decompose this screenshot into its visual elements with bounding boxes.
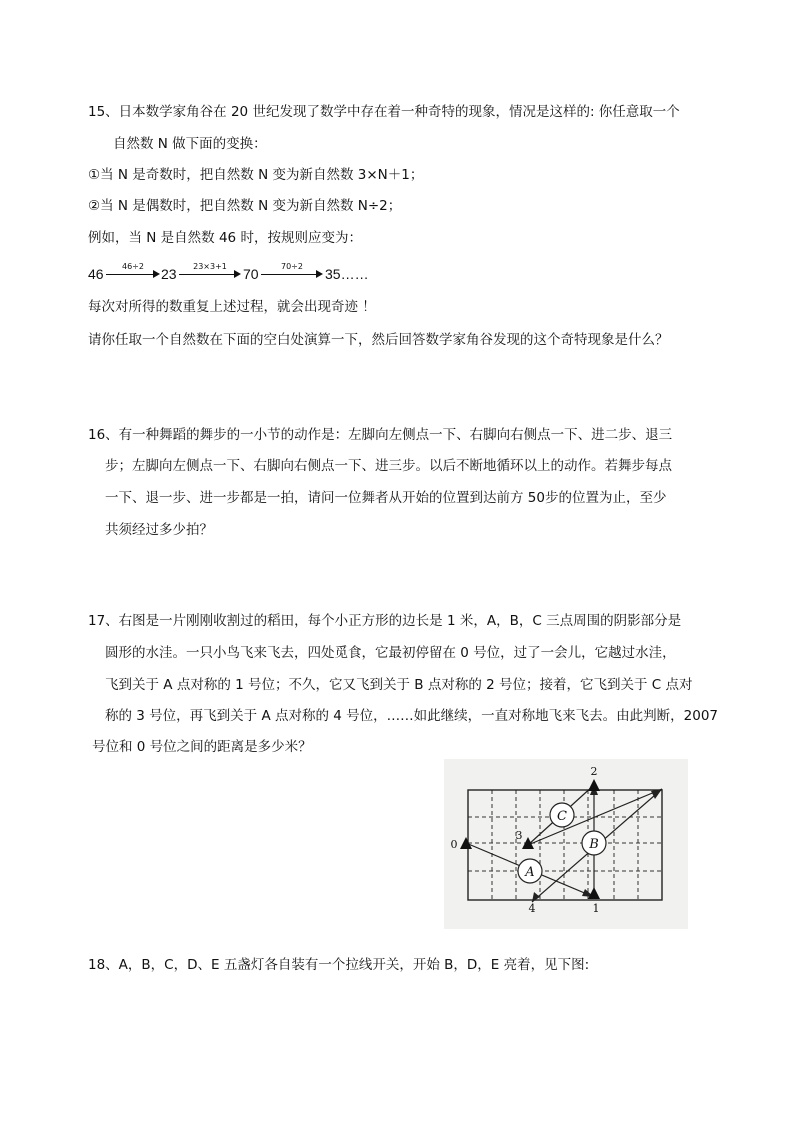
label-a: A bbox=[525, 865, 535, 880]
label-pos-1: 1 bbox=[592, 902, 600, 915]
q17-line-4: 称的 3 号位，再飞到关于 A 点对称的 4 号位，……如此继续，一直对称地飞来飞去。由此判断，2007 bbox=[105, 708, 719, 724]
seq-arrow-label-3: 70÷2 bbox=[281, 262, 303, 271]
q18-line-1: 18、A，B，C，D、E 五盏灯各自装有一个拉线开关，开始 B，D，E 亮着，见下图: bbox=[88, 957, 590, 973]
label-b: B bbox=[589, 837, 599, 852]
seq-number-46: 46 bbox=[88, 266, 104, 282]
q15-rule-odd: ①当 N 是奇数时，把自然数 N 变为新自然数 3×N＋1； bbox=[88, 167, 424, 183]
q15-line-1: 15、日本数学家角谷在 20 世纪发现了数学中存在着一种奇特的现象，情况是这样的: 你任意取一个 bbox=[88, 104, 680, 120]
q17-line-5: 号位和 0 号位之间的距离是多少米？ bbox=[92, 739, 312, 755]
seq-arrow-2 bbox=[179, 262, 241, 284]
label-pos-2: 2 bbox=[590, 765, 598, 778]
arrow-right-icon bbox=[153, 270, 160, 278]
q15-question: 请你任取一个自然数在下面的空白处演算一下，然后回答数学家角谷发现的这个奇特现象是什么？ bbox=[88, 332, 669, 348]
q15-rule-even: ②当 N 是偶数时，把自然数 N 变为新自然数 N÷2； bbox=[88, 198, 402, 214]
q16-line-3: 一下、退一步、进一步都是一拍，请问一位舞者从开始的位置到达前方 50步的位置为止，至少 bbox=[105, 490, 667, 506]
seq-number-35: 35…… bbox=[325, 266, 369, 282]
seq-arrow-3 bbox=[261, 262, 323, 284]
q16-line-4: 共须经过多少拍？ bbox=[105, 522, 213, 538]
q17-line-1: 17、右图是一片刚刚收割过的稻田，每个小正方形的边长是 1 米，A，B，C 三点周围的阴影部分是 bbox=[88, 613, 682, 629]
q16-line-2: 步；左脚向左侧点一下、右脚向右侧点一下、进三步。以后不断地循环以上的动作。若舞步每点 bbox=[105, 458, 672, 474]
q15-miracle: 每次对所得的数重复上述过程，就会出现奇迹 ！ bbox=[88, 299, 376, 315]
seq-number-23: 23 bbox=[161, 266, 177, 282]
seq-arrow-label-1: 46÷2 bbox=[122, 262, 144, 271]
arrow-right-icon bbox=[316, 270, 323, 278]
seq-number-70: 70 bbox=[243, 266, 259, 282]
q15-example: 例如，当 N 是自然数 46 时，按规则应变为： bbox=[88, 230, 362, 246]
q16-line-1: 16、有一种舞蹈的舞步的一小节的动作是：左脚向左侧点一下、右脚向右侧点一下、进二步、退三 bbox=[88, 427, 673, 443]
label-pos-0: 0 bbox=[450, 838, 458, 851]
arrow-right-icon bbox=[234, 270, 241, 278]
grid-diagram bbox=[444, 759, 688, 929]
label-c: C bbox=[557, 809, 567, 824]
label-pos-4: 4 bbox=[528, 902, 536, 915]
q15-line-2: 自然数 N 做下面的变换： bbox=[113, 136, 267, 152]
label-pos-3: 3 bbox=[515, 829, 523, 842]
seq-arrow-label-2: 23×3+1 bbox=[193, 262, 227, 271]
q17-line-2: 圆形的水洼。一只小鸟飞来飞去，四处觅食，它最初停留在 0 号位，过了一会儿，它越过水洼， bbox=[105, 645, 676, 661]
q17-line-3: 飞到关于 A 点对称的 1 号位；不久，它又飞到关于 B 点对称的 2 号位；接着，它飞到关于 C 点对 bbox=[105, 677, 693, 693]
seq-arrow-1 bbox=[106, 262, 160, 284]
q17-grid-figure bbox=[444, 759, 688, 929]
